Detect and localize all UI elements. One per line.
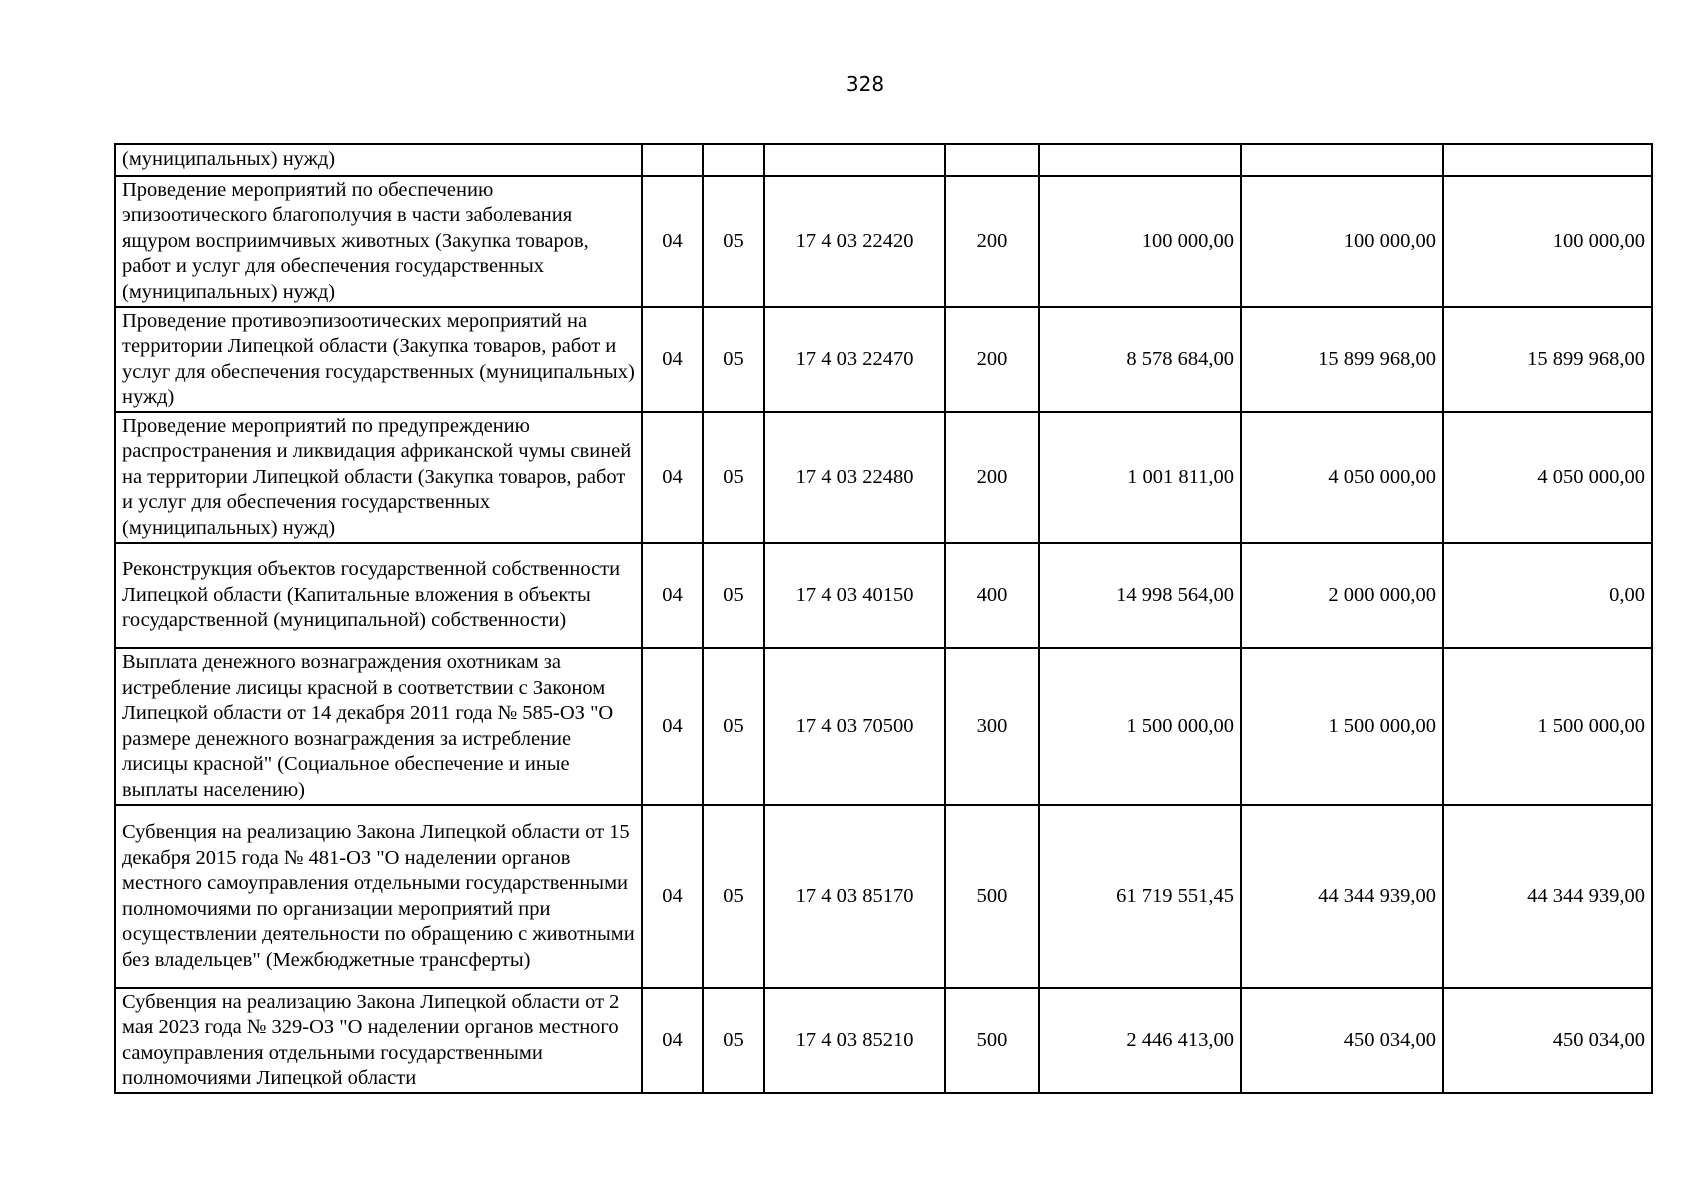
amount-year-2: 1 500 000,00: [1241, 648, 1443, 805]
section-code: 04: [642, 648, 703, 805]
expense-type-code: [945, 144, 1039, 176]
subsection-code: 05: [703, 648, 764, 805]
subsection-code: 05: [703, 543, 764, 648]
row-description: Проведение противоэпизоотических мероприятий на территории Липецкой области (Закупка товаров, работ и услуг для обеспечения государственных (муниципальных) нужд): [115, 307, 642, 412]
amount-year-3: 4 050 000,00: [1443, 412, 1652, 543]
section-code: 04: [642, 805, 703, 988]
expense-type-code: 500: [945, 805, 1039, 988]
target-article-code: 17 4 03 22470: [764, 307, 945, 412]
row-description: Субвенция на реализацию Закона Липецкой области от 2 мая 2023 года № 329-ОЗ "О наделении органов местного самоуправления отдельными государственными полномочиями Липецкой области: [115, 988, 642, 1093]
subsection-code: 05: [703, 988, 764, 1093]
table-row: [115, 988, 1652, 1093]
expense-type-code: 500: [945, 988, 1039, 1093]
amount-year-3: 0,00: [1443, 543, 1652, 648]
target-article-code: 17 4 03 22480: [764, 412, 945, 543]
amount-year-1: 1 001 811,00: [1039, 412, 1241, 543]
expense-type-code: 200: [945, 176, 1039, 307]
target-article-code: 17 4 03 22420: [764, 176, 945, 307]
section-code: 04: [642, 412, 703, 543]
table-row: [115, 805, 1652, 988]
row-description: Реконструкция объектов государственной собственности Липецкой области (Капитальные вложения в объекты государственной (муниципальной) собственности): [115, 543, 642, 648]
target-article-code: 17 4 03 40150: [764, 543, 945, 648]
expense-type-code: 300: [945, 648, 1039, 805]
amount-year-3: 15 899 968,00: [1443, 307, 1652, 412]
table-row: [115, 144, 1652, 176]
expense-type-code: 200: [945, 307, 1039, 412]
amount-year-1: 8 578 684,00: [1039, 307, 1241, 412]
section-code: [642, 144, 703, 176]
amount-year-2: 4 050 000,00: [1241, 412, 1443, 543]
amount-year-2: 15 899 968,00: [1241, 307, 1443, 412]
amount-year-3: [1443, 144, 1652, 176]
amount-year-2: 44 344 939,00: [1241, 805, 1443, 988]
amount-year-2: [1241, 144, 1443, 176]
table-row: [115, 543, 1652, 648]
amount-year-1: [1039, 144, 1241, 176]
amount-year-1: 1 500 000,00: [1039, 648, 1241, 805]
table-row: [115, 307, 1652, 412]
amount-year-1: 61 719 551,45: [1039, 805, 1241, 988]
target-article-code: 17 4 03 85170: [764, 805, 945, 988]
section-code: 04: [642, 988, 703, 1093]
expense-type-code: 200: [945, 412, 1039, 543]
subsection-code: 05: [703, 412, 764, 543]
row-description: (муниципальных) нужд): [115, 144, 642, 176]
row-description: Проведение мероприятий по обеспечению эпизоотического благополучия в части заболевания ящуром восприимчивых животных (Закупка товаров, работ и услуг для обеспечения государственных (муниципальных) нужд): [115, 176, 642, 307]
row-description: Выплата денежного вознаграждения охотникам за истребление лисицы красной в соответствии с Законом Липецкой области от 14 декабря 2011 года № 585-ОЗ "О размере денежного вознаграждения за истребление лисицы красной" (Социальное обеспечение и иные выплаты населению): [115, 648, 642, 805]
target-article-code: 17 4 03 70500: [764, 648, 945, 805]
amount-year-3: 100 000,00: [1443, 176, 1652, 307]
section-code: 04: [642, 307, 703, 412]
subsection-code: 05: [703, 805, 764, 988]
amount-year-2: 100 000,00: [1241, 176, 1443, 307]
subsection-code: 05: [703, 176, 764, 307]
row-description: Проведение мероприятий по предупреждению распространения и ликвидация африканской чумы свиней на территории Липецкой области (Закупка товаров, работ и услуг для обеспечения государственных (муниципальных) нужд): [115, 412, 642, 543]
amount-year-3: 44 344 939,00: [1443, 805, 1652, 988]
amount-year-1: 14 998 564,00: [1039, 543, 1241, 648]
expense-type-code: 400: [945, 543, 1039, 648]
table-row: [115, 412, 1652, 543]
amount-year-1: 2 446 413,00: [1039, 988, 1241, 1093]
target-article-code: 17 4 03 85210: [764, 988, 945, 1093]
amount-year-3: 1 500 000,00: [1443, 648, 1652, 805]
page-number: 328: [845, 72, 885, 96]
amount-year-3: 450 034,00: [1443, 988, 1652, 1093]
target-article-code: [764, 144, 945, 176]
subsection-code: [703, 144, 764, 176]
row-description: Субвенция на реализацию Закона Липецкой области от 15 декабря 2015 года № 481-ОЗ "О наделении органов местного самоуправления отдельными государственными полномочиями по организации мероприятий при осуществлении деятельности по обращению с животными без владельцев" (Межбюджетные трансферты): [115, 805, 642, 988]
subsection-code: 05: [703, 307, 764, 412]
amount-year-2: 2 000 000,00: [1241, 543, 1443, 648]
budget-table-body: [115, 144, 1652, 1093]
table-row: [115, 176, 1652, 307]
section-code: 04: [642, 543, 703, 648]
table-row: [115, 648, 1652, 805]
amount-year-1: 100 000,00: [1039, 176, 1241, 307]
amount-year-2: 450 034,00: [1241, 988, 1443, 1093]
section-code: 04: [642, 176, 703, 307]
budget-table: [114, 143, 1653, 1094]
